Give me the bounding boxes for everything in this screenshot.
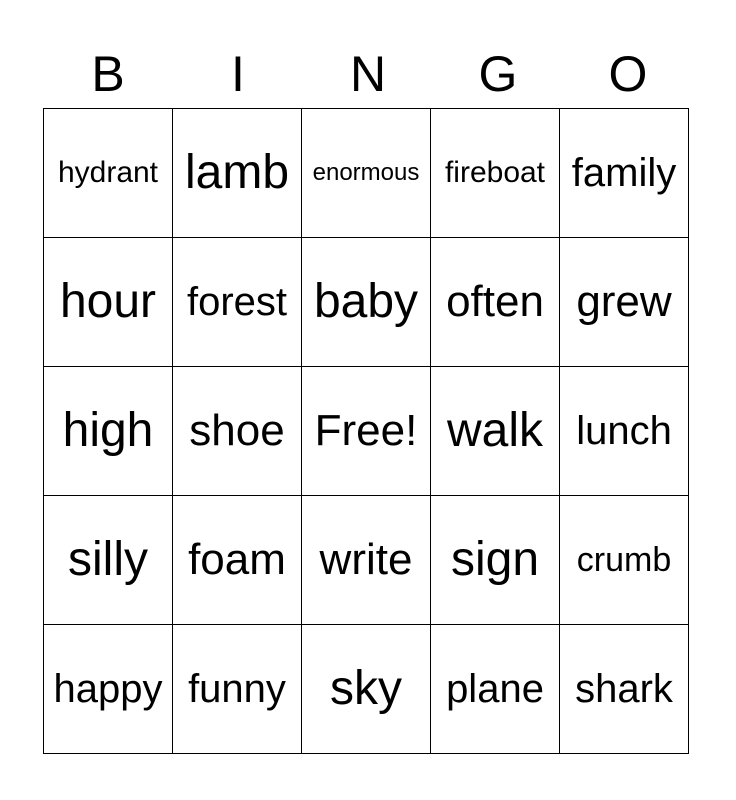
board-cell: high (44, 367, 173, 496)
board-cell: shark (560, 625, 689, 754)
header-letter-b: B (91, 46, 125, 102)
board-row (44, 238, 689, 367)
board-cell: crumb (560, 496, 689, 625)
board-row (44, 625, 689, 754)
board-cell: often (431, 238, 560, 367)
board-cell: happy (44, 625, 173, 754)
board-cell: silly (44, 496, 173, 625)
header-letter-o: O (608, 46, 648, 102)
board-cell: enormous (302, 109, 431, 238)
board-row (44, 109, 689, 238)
board-cell: plane (431, 625, 560, 754)
board-cell free-space: Free! (302, 367, 431, 496)
header-letter-g: G (478, 46, 518, 102)
board-cell: lunch (560, 367, 689, 496)
board-cell: sky (302, 625, 431, 754)
board-cell: family (560, 109, 689, 238)
board-cell: walk (431, 367, 560, 496)
board-cell: forest (173, 238, 302, 367)
board-cell: shoe (173, 367, 302, 496)
board-row (44, 367, 689, 496)
bingo-header (43, 40, 693, 108)
header-letter-n: N (349, 46, 387, 102)
header-letter-i: I (231, 46, 245, 102)
board-cell: write (302, 496, 431, 625)
board-cell: lamb (173, 109, 302, 238)
board-cell: grew (560, 238, 689, 367)
board-cell: foam (173, 496, 302, 625)
board-row (44, 496, 689, 625)
board-cell: funny (173, 625, 302, 754)
bingo-board (43, 108, 689, 754)
board-cell: hydrant (44, 109, 173, 238)
board-cell: sign (431, 496, 560, 625)
board-cell: baby (302, 238, 431, 367)
board-cell: fireboat (431, 109, 560, 238)
board-cell: hour (44, 238, 173, 367)
